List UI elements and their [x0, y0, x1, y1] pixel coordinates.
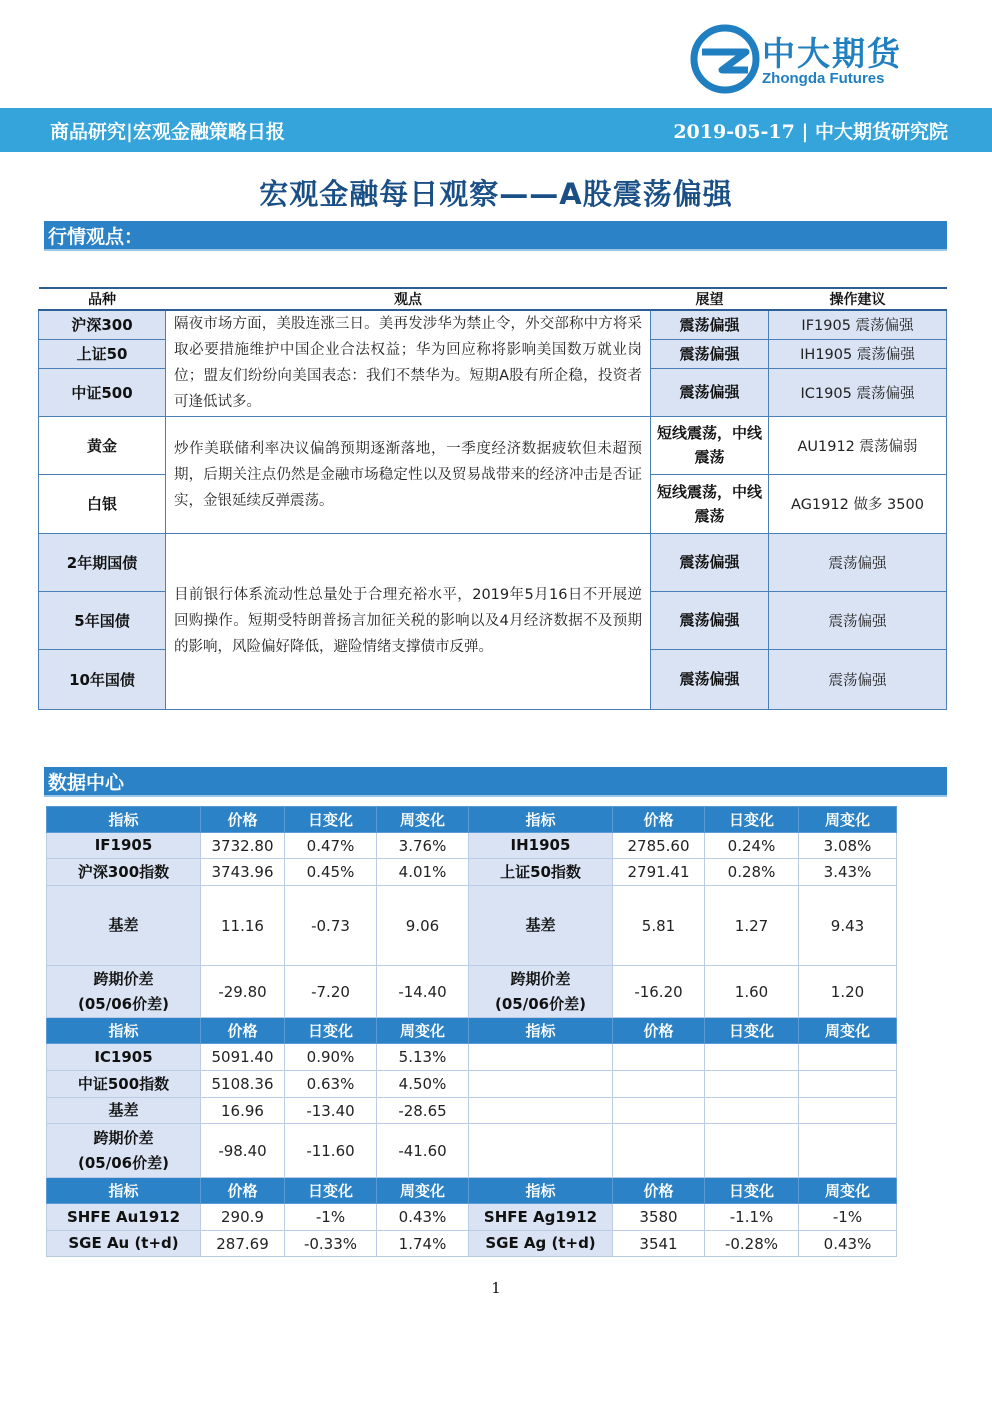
- report-category: 商品研究|宏观金融策略日报: [50, 120, 285, 143]
- data-header-row: [47, 1018, 897, 1044]
- market-view-text: 炒作美联储利率决议偏鸽预期逐渐落地，一季度经济数据疲软但未超预期，后期关注点仍然是金融市场稳定性以及贸易战带来的经济冲击是否证实，金银延续反弹震荡。: [166, 416, 651, 533]
- indicator-value: 0.47%: [285, 833, 377, 859]
- data-col-header: 价格: [201, 1178, 285, 1204]
- empty-cell: [469, 1124, 613, 1178]
- indicator-value: 1.60: [705, 966, 799, 1018]
- empty-cell: [613, 1098, 705, 1124]
- empty-cell: [799, 1098, 897, 1124]
- outlook-value: 震荡偏强: [651, 339, 769, 368]
- variety-name: 黄金: [39, 416, 166, 474]
- table-row: [47, 1231, 897, 1257]
- data-col-header: 日变化: [285, 1018, 377, 1044]
- indicator-name: SGE Ag (t+d): [469, 1231, 613, 1257]
- indicator-value: -29.80: [201, 966, 285, 1018]
- table-row: [39, 416, 947, 474]
- empty-cell: [613, 1044, 705, 1071]
- indicator-value: 0.43%: [377, 1204, 469, 1231]
- indicator-name: SGE Au (t+d): [47, 1231, 201, 1257]
- empty-cell: [705, 1044, 799, 1071]
- section-data-center: 数据中心: [44, 767, 947, 797]
- outlook-value: 震荡偏强: [651, 649, 769, 709]
- empty-cell: [705, 1071, 799, 1098]
- outlook-value: 震荡偏强: [651, 368, 769, 416]
- page-title: 宏观金融每日观察——A股震荡偏强: [259, 177, 733, 211]
- indicator-name: IH1905: [469, 833, 613, 859]
- advice-value: IF1905 震荡偏强: [769, 310, 947, 339]
- indicator-value: 0.43%: [799, 1231, 897, 1257]
- data-col-header: 周变化: [377, 1178, 469, 1204]
- outlook-value: 震荡偏强: [651, 533, 769, 591]
- table-row: [47, 1044, 897, 1071]
- data-center-table: [46, 806, 897, 1257]
- logo-text-en: Zhongda Futures: [762, 70, 885, 87]
- indicator-value: 5.81: [613, 886, 705, 966]
- indicator-name: IC1905: [47, 1044, 201, 1071]
- outlook-value: 短线震荡，中线震荡: [651, 416, 769, 474]
- indicator-value: 287.69: [201, 1231, 285, 1257]
- indicator-name: 跨期价差 (05/06价差): [47, 966, 201, 1018]
- indicator-name: 基差: [47, 1098, 201, 1124]
- indicator-value: -0.33%: [285, 1231, 377, 1257]
- data-header-row: [47, 1178, 897, 1204]
- indicator-value: 3580: [613, 1204, 705, 1231]
- variety-name: 白银: [39, 474, 166, 533]
- col-header-advice: 操作建议: [769, 288, 947, 310]
- data-col-header: 指标: [47, 1018, 201, 1044]
- indicator-value: 3.43%: [799, 859, 897, 886]
- indicator-name: SHFE Ag1912: [469, 1204, 613, 1231]
- variety-name: 10年国债: [39, 649, 166, 709]
- indicator-value: -1%: [799, 1204, 897, 1231]
- outlook-value: 震荡偏强: [651, 310, 769, 339]
- indicator-name: 跨期价差 (05/06价差): [47, 1124, 201, 1178]
- indicator-value: 1.20: [799, 966, 897, 1018]
- indicator-value: 9.06: [377, 886, 469, 966]
- indicator-value: 5091.40: [201, 1044, 285, 1071]
- data-col-header: 日变化: [285, 1178, 377, 1204]
- indicator-value: 4.50%: [377, 1071, 469, 1098]
- indicator-value: 11.16: [201, 886, 285, 966]
- header-banner: [0, 108, 992, 152]
- advice-value: 震荡偏强: [769, 649, 947, 709]
- report-date-source: 2019-05-17 | 中大期货研究院: [673, 120, 948, 143]
- col-header-view: 观点: [166, 288, 651, 310]
- indicator-value: 2785.60: [613, 833, 705, 859]
- indicator-value: 9.43: [799, 886, 897, 966]
- indicator-name: 基差: [469, 886, 613, 966]
- table-row: [47, 1204, 897, 1231]
- data-col-header: 周变化: [377, 807, 469, 833]
- indicator-name: 沪深300指数: [47, 859, 201, 886]
- table-row: [47, 966, 897, 1018]
- table-row: [39, 533, 947, 591]
- data-header-row: [47, 807, 897, 833]
- data-col-header: 周变化: [799, 1018, 897, 1044]
- data-col-header: 指标: [47, 807, 201, 833]
- data-col-header: 指标: [469, 1178, 613, 1204]
- data-col-header: 价格: [201, 807, 285, 833]
- data-col-header: 指标: [47, 1178, 201, 1204]
- indicator-name: 上证50指数: [469, 859, 613, 886]
- indicator-value: 0.28%: [705, 859, 799, 886]
- indicator-value: -13.40: [285, 1098, 377, 1124]
- data-col-header: 价格: [613, 807, 705, 833]
- data-col-header: 价格: [613, 1018, 705, 1044]
- advice-value: AU1912 震荡偏弱: [769, 416, 947, 474]
- empty-cell: [799, 1071, 897, 1098]
- indicator-value: -7.20: [285, 966, 377, 1018]
- advice-value: AG1912 做多 3500: [769, 474, 947, 533]
- data-col-header: 周变化: [377, 1018, 469, 1044]
- market-view-table: [38, 287, 947, 710]
- indicator-value: 0.24%: [705, 833, 799, 859]
- indicator-value: -0.73: [285, 886, 377, 966]
- table-row: [47, 886, 897, 966]
- indicator-value: 1.27: [705, 886, 799, 966]
- advice-value: 震荡偏强: [769, 533, 947, 591]
- logo-icon: [690, 24, 760, 94]
- empty-cell: [613, 1071, 705, 1098]
- data-col-header: 指标: [469, 1018, 613, 1044]
- variety-name: 5年国债: [39, 591, 166, 649]
- table-row: [47, 1098, 897, 1124]
- table-row: [47, 833, 897, 859]
- indicator-name: 基差: [47, 886, 201, 966]
- logo-text-cn: 中大期货: [762, 34, 902, 73]
- indicator-value: -14.40: [377, 966, 469, 1018]
- advice-value: 震荡偏强: [769, 591, 947, 649]
- indicator-value: 3.08%: [799, 833, 897, 859]
- col-header-variety: 品种: [39, 288, 166, 310]
- table-row: [47, 1124, 897, 1178]
- market-view-text: 目前银行体系流动性总量处于合理充裕水平，2019年5月16日不开展逆回购操作。短期受特朗普扬言加征关税的影响以及4月经济数据不及预期的影响，风险偏好降低，避险情绪支撑债市反弹。: [166, 533, 651, 709]
- data-col-header: 价格: [613, 1178, 705, 1204]
- indicator-value: -11.60: [285, 1124, 377, 1178]
- indicator-value: 3732.80: [201, 833, 285, 859]
- indicator-value: 290.9: [201, 1204, 285, 1231]
- data-col-header: 日变化: [705, 807, 799, 833]
- market-view-text: 隔夜市场方面，美股连涨三日。美再发涉华为禁止令，外交部称中方将采取必要措施维护中国企业合法权益；华为回应称将影响美国数万就业岗位；盟友们纷纷向美国表态：我们不禁华为。短期A股有所企稳，投资者可逢低试多。: [166, 310, 651, 416]
- page-number: 1: [491, 1279, 501, 1297]
- table-row: [47, 859, 897, 886]
- indicator-value: -41.60: [377, 1124, 469, 1178]
- indicator-name: IF1905: [47, 833, 201, 859]
- empty-cell: [469, 1044, 613, 1071]
- table-row: [47, 1071, 897, 1098]
- variety-name: 2年期国债: [39, 533, 166, 591]
- empty-cell: [469, 1098, 613, 1124]
- indicator-value: -1.1%: [705, 1204, 799, 1231]
- variety-name: 上证50: [39, 339, 166, 368]
- indicator-value: 0.63%: [285, 1071, 377, 1098]
- indicator-value: -1%: [285, 1204, 377, 1231]
- section-market-view: 行情观点：: [44, 221, 947, 251]
- data-col-header: 价格: [201, 1018, 285, 1044]
- empty-cell: [613, 1124, 705, 1178]
- data-col-header: 周变化: [799, 807, 897, 833]
- indicator-value: 3541: [613, 1231, 705, 1257]
- indicator-value: -0.28%: [705, 1231, 799, 1257]
- data-col-header: 指标: [469, 807, 613, 833]
- data-col-header: 日变化: [285, 807, 377, 833]
- indicator-value: -16.20: [613, 966, 705, 1018]
- indicator-value: 5108.36: [201, 1071, 285, 1098]
- indicator-value: 16.96: [201, 1098, 285, 1124]
- empty-cell: [799, 1124, 897, 1178]
- indicator-name: 中证500指数: [47, 1071, 201, 1098]
- indicator-value: 3743.96: [201, 859, 285, 886]
- empty-cell: [705, 1124, 799, 1178]
- indicator-value: 2791.41: [613, 859, 705, 886]
- data-col-header: 周变化: [799, 1178, 897, 1204]
- outlook-value: 震荡偏强: [651, 591, 769, 649]
- indicator-name: SHFE Au1912: [47, 1204, 201, 1231]
- empty-cell: [705, 1098, 799, 1124]
- outlook-value: 短线震荡，中线震荡: [651, 474, 769, 533]
- table-row: [39, 310, 947, 339]
- indicator-value: 4.01%: [377, 859, 469, 886]
- indicator-value: 0.45%: [285, 859, 377, 886]
- indicator-value: -98.40: [201, 1124, 285, 1178]
- indicator-value: -28.65: [377, 1098, 469, 1124]
- empty-cell: [799, 1044, 897, 1071]
- col-header-outlook: 展望: [651, 288, 769, 310]
- indicator-value: 0.90%: [285, 1044, 377, 1071]
- indicator-value: 1.74%: [377, 1231, 469, 1257]
- advice-value: IH1905 震荡偏强: [769, 339, 947, 368]
- data-col-header: 日变化: [705, 1018, 799, 1044]
- variety-name: 沪深300: [39, 310, 166, 339]
- data-col-header: 日变化: [705, 1178, 799, 1204]
- variety-name: 中证500: [39, 368, 166, 416]
- indicator-name: 跨期价差 (05/06价差): [469, 966, 613, 1018]
- indicator-value: 3.76%: [377, 833, 469, 859]
- empty-cell: [469, 1071, 613, 1098]
- indicator-value: 5.13%: [377, 1044, 469, 1071]
- company-logo: [690, 24, 950, 100]
- advice-value: IC1905 震荡偏强: [769, 368, 947, 416]
